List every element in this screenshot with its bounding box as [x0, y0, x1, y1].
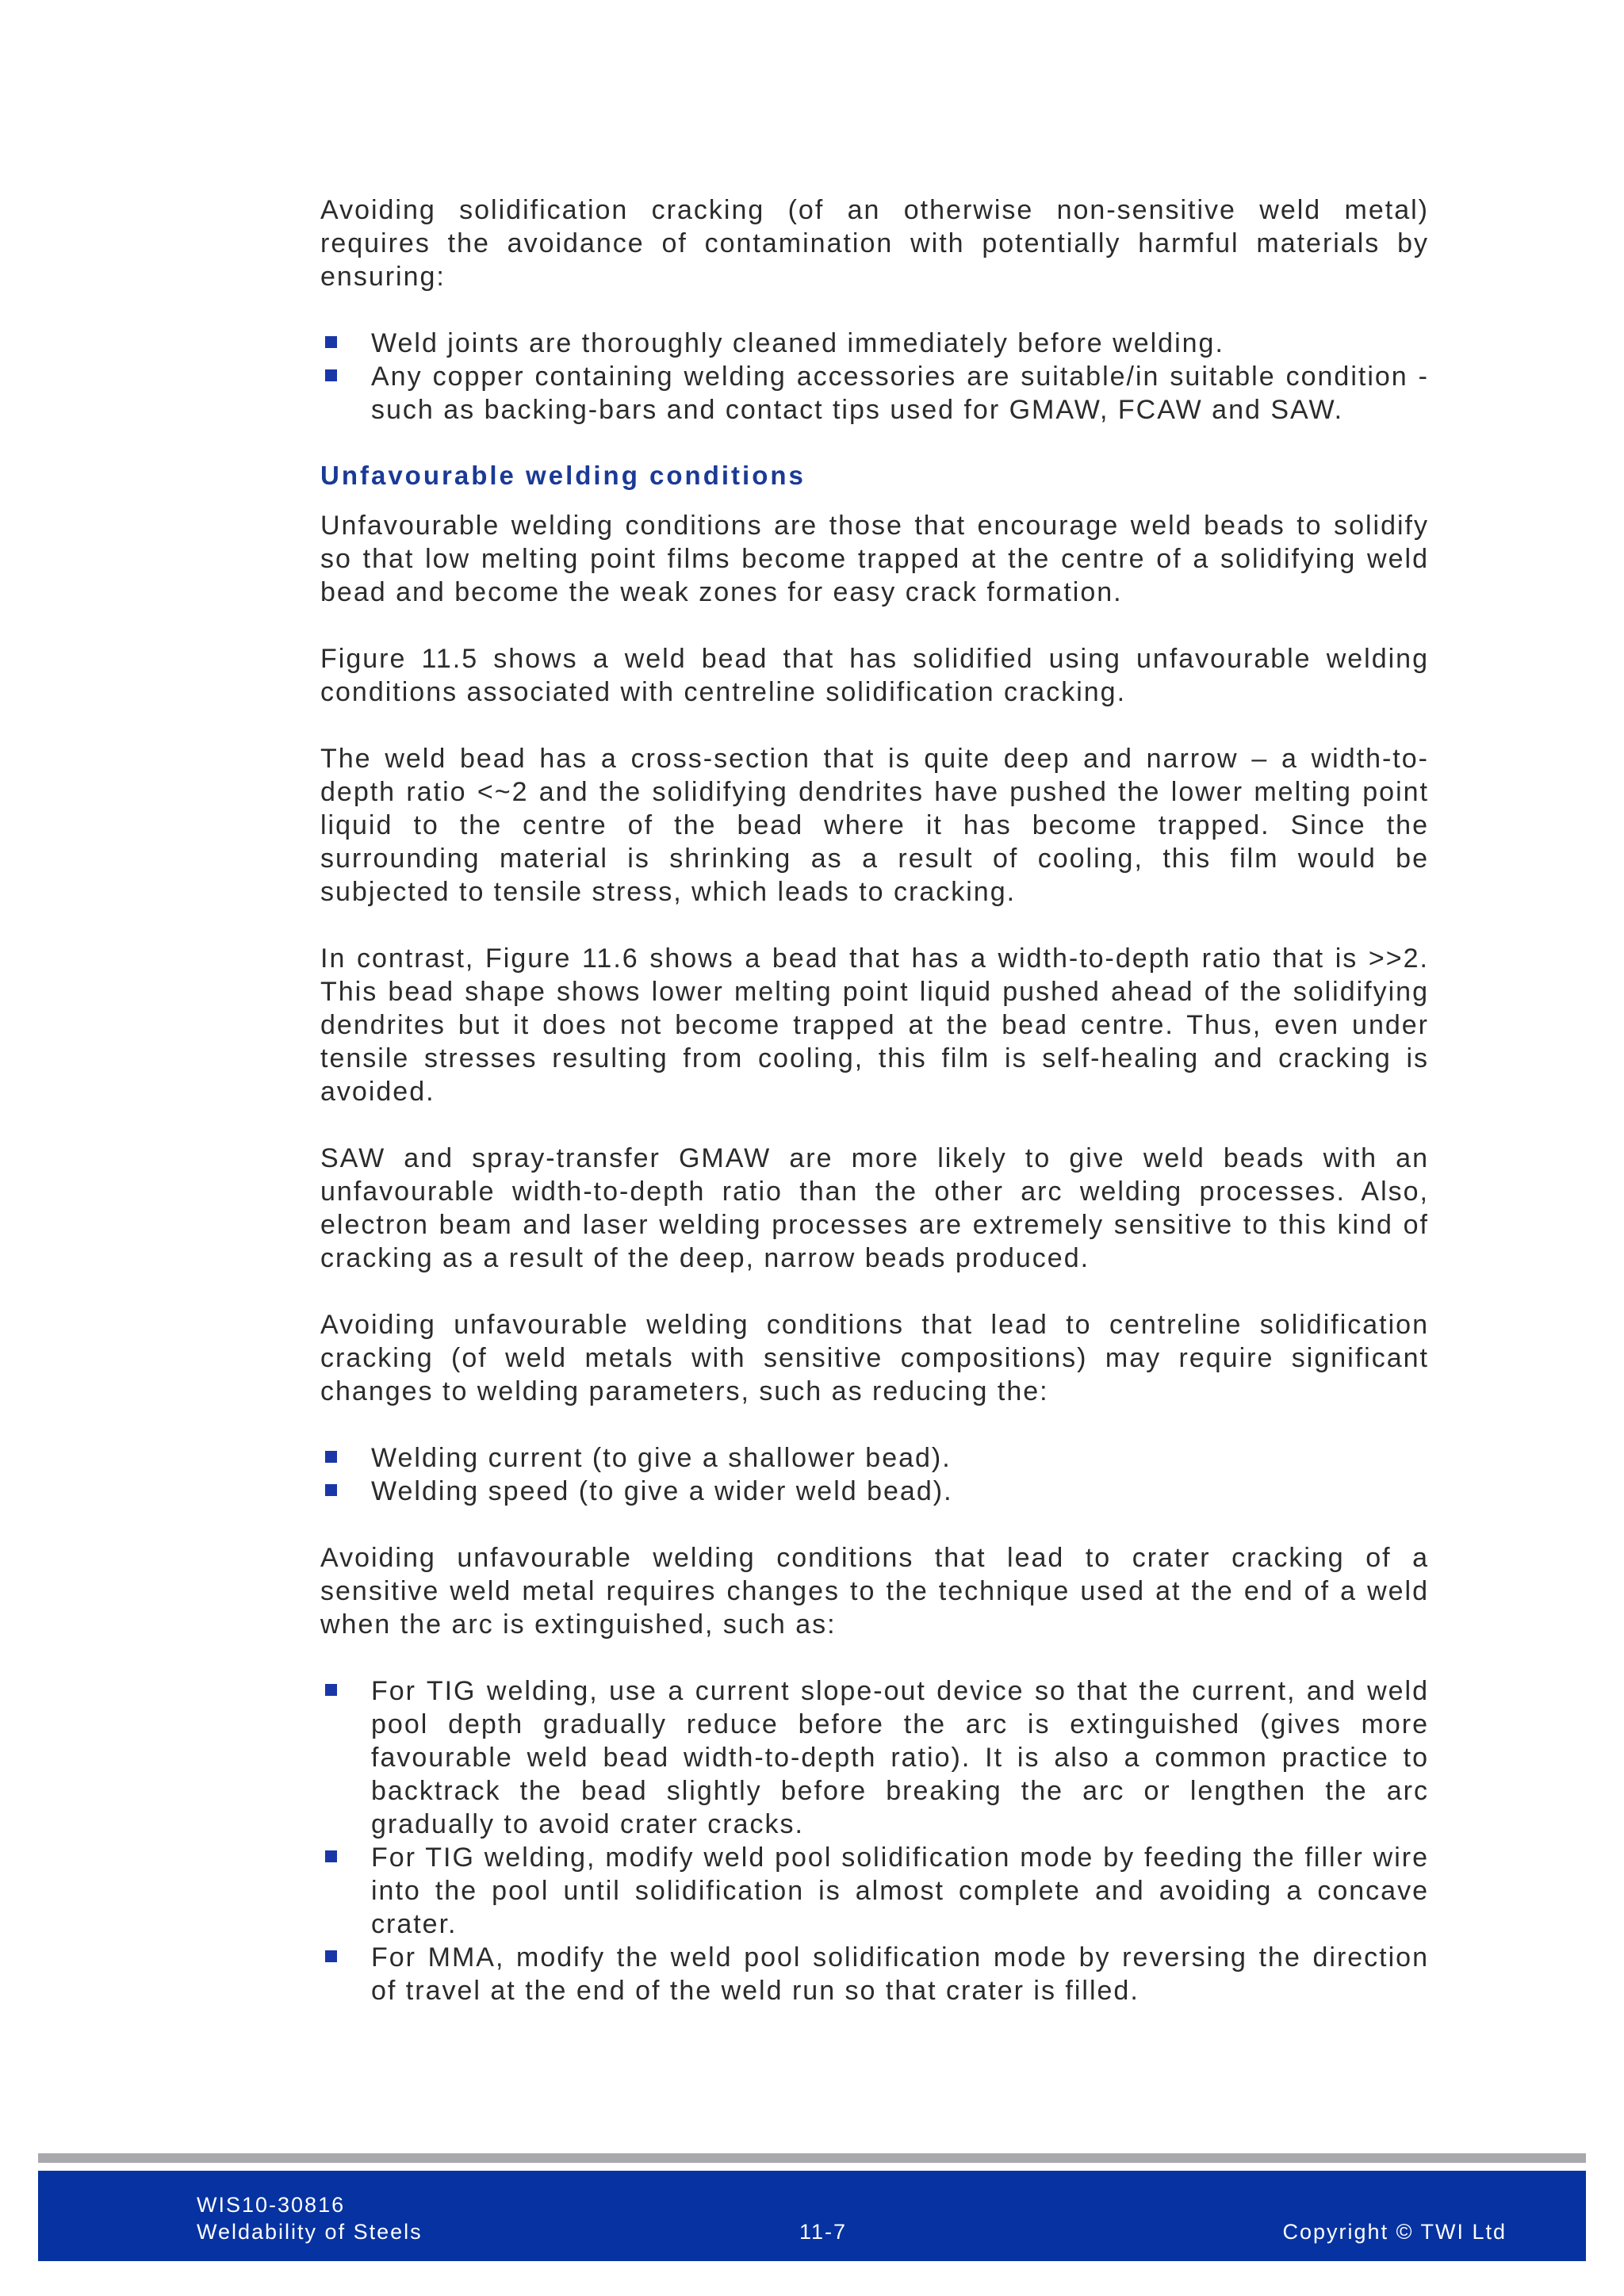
paragraph: SAW and spray-transfer GMAW are more likely to give weld beads with an unfavourable width-to-depth ratio than the other arc welding processes. Also, electron beam and laser welding processes are extremely sensitive to this kind of cracking as a result of the deep, narrow beads produced.: [320, 1143, 1429, 1273]
footer-copyright: Copyright © TWI Ltd: [1282, 2220, 1507, 2244]
paragraph: Avoiding unfavourable welding conditions that lead to centreline solidification cracking (of weld metals with sensitive compositions) may require significant changes to welding parameters, such as reducing the:: [320, 1310, 1429, 1406]
crater-paragraph: Avoiding unfavourable welding conditions that lead to crater cracking of a sensitive weld metal requires changes to the technique used at the end of a weld when the arc is extinguished, such as:: [320, 1543, 1429, 1640]
footer-divider: [38, 2153, 1586, 2163]
paragraph: Unfavourable welding conditions are those that encourage weld beads to solidify so that low melting point films become trapped at the centre of a solidifying weld bead and become the weak zones for easy crack formation.: [320, 511, 1429, 607]
square-bullet-icon: [325, 1451, 337, 1463]
bullet-list-parameters: [320, 1441, 1429, 1508]
square-bullet-icon: [325, 1684, 337, 1696]
bullet-list-contamination: [320, 327, 1429, 427]
document-body: [320, 193, 1429, 2041]
footer-doc-id: WIS10-30816: [197, 2193, 346, 2217]
square-bullet-icon: [325, 369, 337, 381]
list-item: For TIG welding, use a current slope-out device so that the current, and weld pool depth gradually reduce before the arc is extinguished (gives more favourable weld bead width-to-depth ratio). It is also a common practice to backtrack the bead slightly before breaking the arc or lengthen the arc gradually to avoid crater cracks.: [320, 1674, 1429, 1841]
list-item: For MMA, modify the weld pool solidification mode by reversing the direction of travel at the end of the weld run so that crater is filled.: [320, 1941, 1429, 2007]
paragraph: The weld bead has a cross-section that is quite deep and narrow – a width-to-depth ratio <~2 and the solidifying dendrites have pushed the lower melting point liquid to the centre of the bead where it has become trapped. Since the surrounding material is shrinking as a result of cooling, this film would be subjected to tensile stress, which leads to cracking.: [320, 744, 1429, 907]
paragraph: Figure 11.5 shows a weld bead that has solidified using unfavourable welding conditions associated with centreline solidification cracking.: [320, 644, 1429, 707]
page-footer: [38, 2171, 1586, 2261]
square-bullet-icon: [325, 1850, 337, 1862]
footer-doc-title: Weldability of Steels: [197, 2220, 423, 2244]
paragraph: In contrast, Figure 11.6 shows a bead that has a width-to-depth ratio that is >>2. This bead shape shows lower melting point liquid pushed ahead of the solidifying dendrites but it does not become trapped at the bead centre. Thus, even under tensile stresses resulting from cooling, this film is self-healing and cracking is avoided.: [320, 943, 1429, 1107]
section-heading: Unfavourable welding conditions: [320, 461, 806, 490]
square-bullet-icon: [325, 336, 337, 348]
bullet-list-crater: [320, 1674, 1429, 2007]
list-item: Welding current (to give a shallower bead).: [320, 1441, 1429, 1475]
list-item: Welding speed (to give a wider weld bead).: [320, 1475, 1429, 1508]
square-bullet-icon: [325, 1950, 337, 1962]
list-item: For TIG welding, modify weld pool solidification mode by feeding the filler wire into the pool until solidification is almost complete and avoiding a concave crater.: [320, 1841, 1429, 1941]
footer-page-number: 11-7: [799, 2220, 848, 2244]
list-item: Weld joints are thoroughly cleaned immediately before welding.: [320, 327, 1429, 360]
list-item: Any copper containing welding accessories are suitable/in suitable condition - such as backing-bars and contact tips used for GMAW, FCAW and SAW.: [320, 360, 1429, 427]
intro-paragraph: Avoiding solidification cracking (of an otherwise non-sensitive weld metal) requires the avoidance of contamination with potentially harmful materials by ensuring:: [320, 195, 1429, 292]
square-bullet-icon: [325, 1484, 337, 1496]
